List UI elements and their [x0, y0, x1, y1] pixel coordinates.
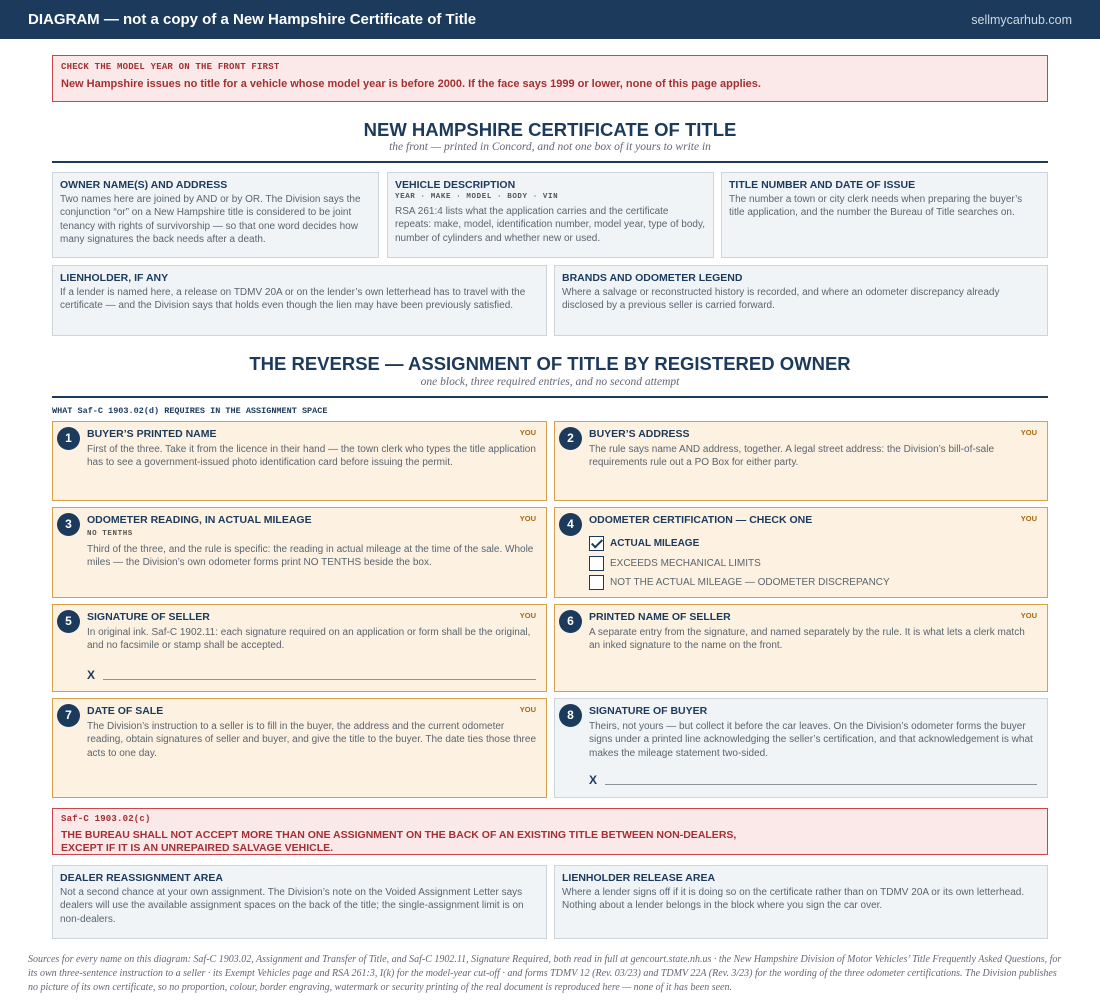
no-tenths-label: NO TENTHS [87, 530, 133, 538]
front-divider [52, 161, 1048, 163]
card-title: BUYER’S PRINTED NAME [87, 428, 217, 440]
card-body: Theirs, not yours — but collect it before the car leaves. On the Division’s odometer forms the buyer signs under a printed line acknowledging the seller’s certification, and that acknowledgement is what makes the mileage statement two-sided. [589, 721, 1033, 759]
top-bar [0, 0, 1100, 39]
card-title: DATE OF SALE [87, 705, 164, 717]
card-buyer-address [554, 421, 1048, 501]
card-buyer-signature [554, 698, 1048, 798]
checkbox-exceeds-limits[interactable] [589, 556, 761, 571]
lienholder-release-box [554, 865, 1048, 939]
card-seller-printed-name [554, 604, 1048, 692]
card-odometer-certification [554, 507, 1048, 598]
card-date-of-sale [52, 698, 547, 798]
step-number: 4 [559, 513, 582, 536]
brands-box [554, 265, 1048, 336]
step-number: 5 [57, 610, 80, 633]
step-number: 6 [559, 610, 582, 633]
box-body: Not a second chance at your own assignment. The Division’s note on the Voided Assignment Letter says dealers will use the available assignment spaces on the back of the title; the single-assignment limit is on non-dealers. [60, 887, 524, 925]
buyer-signature-line[interactable] [589, 769, 1037, 787]
card-title: SIGNATURE OF SELLER [87, 611, 210, 623]
box-body: RSA 261:4 lists what the application carries and the certificate repeats: make, model, identification number, model year, type of body, number of cylinders and whether new or used. [395, 206, 705, 244]
card-body: The rule says name AND address, together. A legal street address: the Division’s bill-of-sale requirements rule out a PO Box for either party. [589, 444, 995, 469]
card-body: In original ink. Saf-C 1902.11: each signature required on an application or form shall be the original, and no facsimile or stamp shall be accepted. [87, 627, 531, 652]
reverse-subtitle: one block, three required entries, and no second attempt [420, 376, 680, 388]
vehicle-box [387, 172, 714, 258]
box-title: VEHICLE DESCRIPTION [395, 179, 516, 191]
reverse-divider [52, 396, 1048, 398]
signature-underline [103, 679, 536, 680]
box-body: Where a salvage or reconstructed history is recorded, and where an odometer discrepancy already disclosed by a previous seller is carried forward. [562, 287, 1000, 312]
you-badge: YOU [519, 514, 536, 523]
box-title: DEALER REASSIGNMENT AREA [60, 872, 223, 884]
you-badge: YOU [1020, 428, 1037, 437]
box-body: If a lender is named here, a release on TDMV 20A or on the lender’s own letterhead has to travel with the certificate — and the Division says that holds even though the lien may have been previously satisfied. [60, 287, 526, 312]
site-link[interactable]: sellmycarhub.com [971, 12, 1072, 27]
model-year-warning [52, 55, 1048, 102]
card-buyer-printed-name [52, 421, 547, 501]
step-number: 7 [57, 704, 80, 727]
title-number-box [721, 172, 1048, 258]
you-badge: YOU [519, 611, 536, 620]
sources-note: Sources for every name on this diagram: Saf-C 1903.02, Assignment and Transfer of Title, and Saf-C 1902.11, Signature Required, both read in full at gencourt.state.nh.us · the New Hampshire Division of Motor Vehicles’ Title Frequently Asked Questions, for its own three-sentence instruction to a seller · its Exempt Vehicles page and RSA 261:3, I(k) for the model-year cut-off · and forms TDMV 12 (Rev. 03/23) and TDMV 22A (Rev. 3/23) for the wording of the three odometer certifications. The Division publishes no picture of its own certificate, so no proportion, colour, border engraving, watermark or security printing of the real document is reproduced here — none of it has been seen. [28, 954, 1062, 993]
rule-kicker: Saf-C 1903.02(c) [61, 814, 151, 824]
box-body: Two names here are joined by AND or by OR. The Division says the conjunction “or” on a New Hampshire title is considered to be joint tenancy with rights of survivorship — so that one word decides how many signatures the back needs after a death. [60, 194, 361, 245]
you-badge: YOU [1020, 611, 1037, 620]
card-odometer-reading [52, 507, 547, 598]
checkbox-empty-icon [589, 556, 604, 571]
card-body: A separate entry from the signature, and named separately by the rule. It is what lets a clerk match an inked signature to the name on the front. [589, 627, 1025, 652]
rule-line-2: EXCEPT IF IT IS AN UNREPAIRED SALVAGE VEHICLE. [61, 841, 334, 854]
front-title: NEW HAMPSHIRE CERTIFICATE OF TITLE [363, 119, 737, 140]
box-title: OWNER NAME(S) AND ADDRESS [60, 179, 228, 191]
card-body: First of the three. Take it from the licence in their hand — the town clerk who types the title application has to see a government-issued photo identification card before issuing the permit. [87, 444, 536, 469]
rule-line-1: THE BUREAU SHALL NOT ACCEPT MORE THAN ONE ASSIGNMENT ON THE BACK OF AN EXISTING TITLE BETWEEN NON-DEALERS, [61, 829, 737, 841]
warning-message: New Hampshire issues no title for a vehicle whose model year is before 2000. If the face says 1999 or lower, none of this page applies. [61, 78, 761, 90]
signature-underline [605, 784, 1037, 785]
step-number: 8 [559, 704, 582, 727]
checkbox-label: ACTUAL MILEAGE [610, 538, 700, 549]
signature-x: X [87, 668, 96, 682]
page-title: DIAGRAM — not a copy of a New Hampshire Certificate of Title [28, 11, 477, 28]
box-title: LIENHOLDER, IF ANY [60, 272, 169, 284]
warning-kicker: CHECK THE MODEL YEAR ON THE FRONT FIRST [61, 62, 280, 72]
card-body: The Division’s instruction to a seller is to fill in the buyer, the address and the current odometer reading, obtain signatures of seller and buyer, and give the title to the buyer. The date ties those three acts to one day. [87, 721, 536, 759]
box-body: The number a town or city clerk needs when preparing the buyer’s title application, and the number the Bureau of Title searches on. [729, 194, 1023, 219]
box-title: LIENHOLDER RELEASE AREA [562, 872, 716, 884]
reverse-title: THE REVERSE — ASSIGNMENT OF TITLE BY REGISTERED OWNER [249, 353, 851, 374]
box-subtitle: YEAR · MAKE · MODEL · BODY · VIN [395, 193, 559, 201]
box-title: TITLE NUMBER AND DATE OF ISSUE [729, 179, 916, 191]
step-number: 2 [559, 427, 582, 450]
card-title: PRINTED NAME OF SELLER [589, 611, 731, 623]
dealer-reassignment-box [52, 865, 547, 939]
you-badge: YOU [1020, 514, 1037, 523]
step-number: 3 [57, 513, 80, 536]
card-title: BUYER’S ADDRESS [589, 428, 690, 440]
signature-x: X [589, 773, 598, 787]
card-title: SIGNATURE OF BUYER [589, 705, 708, 717]
requires-label: WHAT Saf-C 1903.02(d) REQUIRES IN THE ASSIGNMENT SPACE [52, 406, 328, 416]
card-body: Third of the three, and the rule is specific: the reading in actual mileage at the time of the sale. Whole miles — the Division’s own odometer forms print NO TENTHS beside the box. [87, 544, 534, 569]
lienholder-box [52, 265, 547, 336]
seller-signature-line[interactable] [87, 664, 536, 682]
checkbox-actual-mileage[interactable] [589, 536, 699, 551]
checkbox-not-actual[interactable] [589, 575, 890, 590]
card-title: ODOMETER READING, IN ACTUAL MILEAGE [87, 514, 312, 526]
card-seller-signature [52, 604, 547, 692]
owner-box [52, 172, 379, 258]
checkbox-label: EXCEEDS MECHANICAL LIMITS [610, 558, 761, 569]
step-number: 1 [57, 427, 80, 450]
single-assignment-warning [52, 808, 1048, 855]
box-title: BRANDS AND ODOMETER LEGEND [562, 272, 743, 284]
checkbox-empty-icon [589, 575, 604, 590]
checkbox-checked-icon [589, 536, 604, 551]
you-badge: YOU [519, 705, 536, 714]
you-badge: YOU [519, 428, 536, 437]
card-title: ODOMETER CERTIFICATION — CHECK ONE [589, 514, 813, 526]
front-subtitle: the front — printed in Concord, and not one box of it yours to write in [389, 141, 711, 153]
checkbox-label: NOT THE ACTUAL MILEAGE — ODOMETER DISCREPANCY [610, 577, 890, 588]
box-body: Where a lender signs off if it is doing so on the certificate rather than on TDMV 20A or its own letterhead. Nothing about a lender belongs in the block where you sign the car over. [562, 887, 1025, 912]
